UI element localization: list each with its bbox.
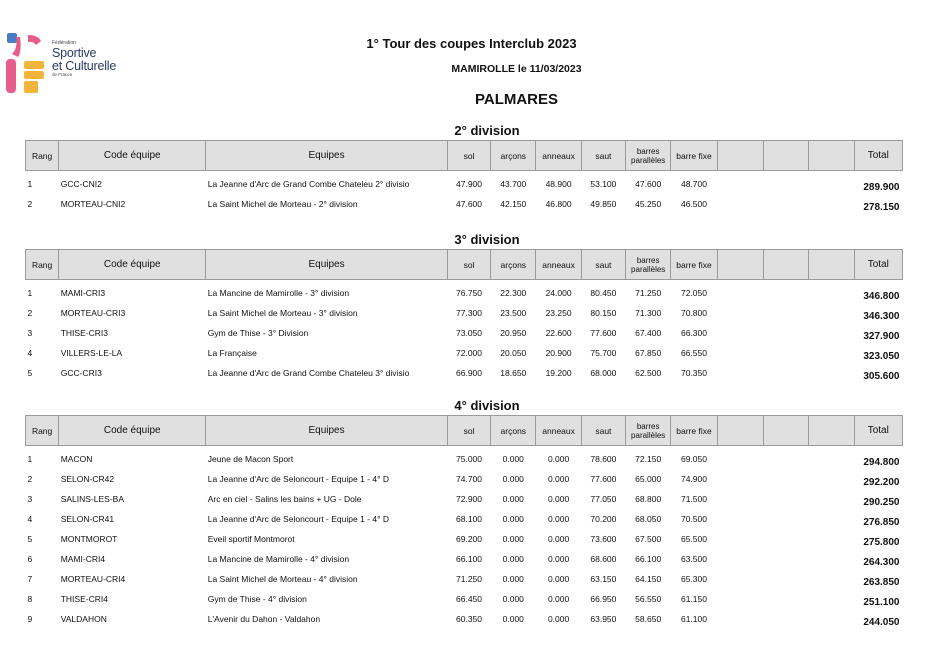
score-cell: 76.750 — [456, 288, 482, 298]
results-table — [25, 140, 903, 214]
column-header: saut — [581, 141, 625, 171]
score-cell: 80.450 — [590, 288, 617, 298]
team-name-cell: La Jeanne d'Arc de Grand Combe Chateleu 3° divisio — [207, 368, 410, 378]
place-date: MAMIROLLE le 11/03/2023 — [451, 63, 582, 75]
total-cell: 327.900 — [863, 331, 900, 342]
score-cell: 71.250 — [635, 288, 662, 298]
score-cell: 72.000 — [456, 348, 482, 358]
column-header — [809, 416, 854, 446]
score-cell: 68.800 — [635, 494, 662, 504]
score-cell: 46.500 — [680, 199, 707, 209]
column-header: sol — [447, 250, 490, 280]
logo-line-1: Fédération — [52, 40, 76, 46]
logo-line-4: de France — [52, 72, 73, 77]
total-cell: 305.600 — [863, 371, 900, 382]
empty-cell — [717, 323, 763, 343]
column-header — [763, 250, 808, 280]
score-cell: 72.150 — [635, 454, 662, 464]
team-code-cell: VALDAHON — [60, 614, 107, 624]
empty-cell — [763, 280, 808, 304]
column-header: saut — [581, 416, 625, 446]
team-name-cell: L'Avenir du Dahon - Valdahon — [207, 614, 321, 624]
empty-cell — [717, 589, 763, 609]
column-header: sol — [447, 416, 490, 446]
team-code-cell: MORTEAU-CRI4 — [60, 574, 126, 584]
score-cell: 0.000 — [502, 614, 524, 624]
score-cell: 0.000 — [502, 574, 524, 584]
score-cell: 20.050 — [500, 348, 527, 358]
team-code-cell: SALINS-LES-BA — [60, 494, 125, 504]
table-row — [26, 549, 903, 569]
table-row — [26, 303, 903, 323]
empty-cell — [763, 343, 808, 363]
column-header: Code équipe — [59, 416, 206, 446]
column-header: sol — [447, 141, 490, 171]
empty-cell — [717, 509, 763, 529]
score-cell: 70.350 — [680, 368, 707, 378]
table-row — [26, 280, 903, 304]
column-header: Rang — [26, 416, 59, 446]
team-code-cell: THISE-CRI4 — [60, 594, 108, 604]
team-name-cell: La Française — [207, 348, 257, 358]
empty-cell — [809, 446, 854, 470]
score-cell: 0.000 — [547, 614, 570, 624]
table-row — [26, 569, 903, 589]
total-cell: 346.800 — [863, 291, 900, 302]
column-header: Equipes — [206, 141, 448, 171]
score-cell: 20.950 — [500, 328, 527, 338]
table-row — [26, 489, 903, 509]
score-cell: 68.050 — [635, 514, 662, 524]
score-cell: 73.600 — [590, 534, 617, 544]
score-cell: 48.700 — [680, 179, 707, 189]
column-header: Total — [854, 141, 902, 171]
score-cell: 61.100 — [680, 614, 707, 624]
score-cell: 47.600 — [635, 179, 662, 189]
score-cell: 75.700 — [590, 348, 617, 358]
empty-cell — [717, 280, 763, 304]
empty-cell — [763, 609, 808, 629]
rank-cell: 1 — [27, 454, 33, 464]
column-header: arçons — [491, 141, 536, 171]
empty-cell — [809, 343, 854, 363]
score-cell: 63.150 — [590, 574, 617, 584]
logo-line-3: et Culturelle — [52, 58, 117, 73]
total-cell: 276.850 — [863, 517, 900, 528]
score-cell: 0.000 — [502, 554, 524, 564]
table-row — [26, 171, 903, 195]
table-row — [26, 446, 903, 470]
team-name-cell: La Saint Michel de Morteau - 3° division — [207, 308, 358, 318]
division-section — [25, 232, 903, 383]
empty-cell — [717, 489, 763, 509]
empty-cell — [809, 363, 854, 383]
rank-cell: 9 — [27, 614, 33, 624]
total-cell: 290.250 — [863, 497, 900, 508]
column-header: Code équipe — [59, 250, 206, 280]
total-cell: 275.800 — [863, 537, 900, 548]
total-cell: 323.050 — [863, 351, 900, 362]
column-header: Total — [854, 250, 902, 280]
team-code-cell: THISE-CRI3 — [60, 328, 108, 338]
column-header — [717, 250, 763, 280]
score-cell: 77.600 — [590, 474, 617, 484]
score-cell: 67.500 — [635, 534, 662, 544]
empty-cell — [809, 529, 854, 549]
score-cell: 72.050 — [680, 288, 707, 298]
total-cell: 278.150 — [863, 202, 900, 213]
team-code-cell: MAMI-CRI4 — [60, 554, 106, 564]
score-cell: 71.500 — [680, 494, 707, 504]
score-cell: 68.100 — [456, 514, 482, 524]
column-header: Rang — [26, 250, 59, 280]
score-cell: 18.650 — [500, 368, 527, 378]
score-cell: 0.000 — [547, 554, 570, 564]
score-cell: 66.100 — [456, 554, 482, 564]
score-cell: 0.000 — [502, 454, 524, 464]
score-cell: 0.000 — [502, 494, 524, 504]
rank-cell: 3 — [27, 328, 33, 338]
team-name-cell: La Jeanne d'Arc de Seloncourt - Equipe 1 - 4° D — [207, 514, 389, 524]
score-cell: 47.600 — [456, 199, 482, 209]
empty-cell — [717, 469, 763, 489]
column-header: Equipes — [206, 416, 448, 446]
rank-cell: 3 — [27, 494, 33, 504]
empty-cell — [809, 589, 854, 609]
score-cell: 77.050 — [590, 494, 617, 504]
team-code-cell: GCC-CNI2 — [60, 179, 102, 189]
column-header — [809, 141, 854, 171]
team-code-cell: GCC-CRI3 — [60, 368, 102, 378]
team-code-cell: SELON-CR42 — [60, 474, 115, 484]
score-cell: 53.100 — [590, 179, 617, 189]
score-cell: 71.300 — [635, 308, 662, 318]
division-section — [25, 398, 903, 629]
empty-cell — [717, 446, 763, 470]
team-code-cell: MORTEAU-CRI3 — [60, 308, 126, 318]
empty-cell — [763, 529, 808, 549]
score-cell: 56.550 — [635, 594, 662, 604]
score-cell: 70.200 — [590, 514, 617, 524]
empty-cell — [717, 529, 763, 549]
score-cell: 63.950 — [590, 614, 617, 624]
total-cell: 264.300 — [863, 557, 900, 568]
score-cell: 65.000 — [635, 474, 662, 484]
score-cell: 0.000 — [502, 594, 524, 604]
column-header — [763, 416, 808, 446]
table-header-row — [26, 416, 903, 446]
score-cell: 69.200 — [456, 534, 482, 544]
score-cell: 66.550 — [680, 348, 707, 358]
rank-cell: 2 — [27, 308, 33, 318]
empty-cell — [763, 303, 808, 323]
empty-cell — [717, 194, 763, 214]
team-code-cell: MONTMOROT — [60, 534, 118, 544]
score-cell: 80.150 — [590, 308, 617, 318]
empty-cell — [763, 323, 808, 343]
score-cell: 70.500 — [680, 514, 707, 524]
column-header: barres parallèles — [626, 250, 671, 280]
score-cell: 73.050 — [456, 328, 482, 338]
score-cell: 65.500 — [680, 534, 707, 544]
team-name-cell: La Saint Michel de Morteau - 2° division — [207, 199, 358, 209]
empty-cell — [763, 569, 808, 589]
team-name-cell: Jeune de Macon Sport — [207, 454, 294, 464]
rank-cell: 1 — [27, 179, 33, 189]
total-cell: 251.100 — [863, 597, 900, 608]
score-cell: 70.800 — [680, 308, 707, 318]
team-code-cell: MORTEAU-CNI2 — [60, 199, 126, 209]
total-cell: 292.200 — [863, 477, 900, 488]
score-cell: 48.900 — [545, 179, 572, 189]
score-cell: 0.000 — [547, 474, 570, 484]
rank-cell: 1 — [27, 288, 33, 298]
score-cell: 47.900 — [456, 179, 482, 189]
team-name-cell: Arc en ciel - Salins les bains + UG - Dole — [207, 494, 362, 504]
column-header: Rang — [26, 141, 59, 171]
column-header — [809, 250, 854, 280]
column-header: arçons — [491, 416, 536, 446]
score-cell: 19.200 — [545, 368, 572, 378]
team-name-cell: Eveil sportif Montmorot — [207, 534, 295, 544]
total-cell: 263.850 — [863, 577, 900, 588]
empty-cell — [809, 171, 854, 195]
table-row — [26, 469, 903, 489]
score-cell: 71.250 — [456, 574, 482, 584]
score-cell: 74.900 — [680, 474, 707, 484]
team-code-cell: MAMI-CRI3 — [60, 288, 106, 298]
empty-cell — [809, 194, 854, 214]
score-cell: 23.500 — [500, 308, 527, 318]
table-row — [26, 363, 903, 383]
column-header: anneaux — [536, 250, 581, 280]
empty-cell — [809, 323, 854, 343]
empty-cell — [809, 469, 854, 489]
empty-cell — [763, 363, 808, 383]
score-cell: 0.000 — [502, 534, 524, 544]
table-header-row — [26, 141, 903, 171]
empty-cell — [717, 343, 763, 363]
score-cell: 65.300 — [680, 574, 707, 584]
score-cell: 0.000 — [502, 474, 524, 484]
score-cell: 66.300 — [680, 328, 707, 338]
table-row — [26, 343, 903, 363]
team-name-cell: La Mancine de Mamirolle - 3° division — [207, 288, 350, 298]
column-header: barre fixe — [671, 141, 717, 171]
score-cell: 0.000 — [547, 494, 570, 504]
score-cell: 75.000 — [456, 454, 482, 464]
empty-cell — [763, 589, 808, 609]
score-cell: 64.150 — [635, 574, 662, 584]
column-header: barre fixe — [671, 416, 717, 446]
column-header: anneaux — [536, 141, 581, 171]
score-cell: 67.850 — [635, 348, 662, 358]
palmares-heading: PALMARES — [474, 91, 559, 108]
empty-cell — [809, 303, 854, 323]
team-name-cell: Gym de Thise - 3° Division — [207, 328, 309, 338]
column-header: Code équipe — [59, 141, 206, 171]
empty-cell — [763, 509, 808, 529]
division-section — [25, 123, 903, 214]
empty-cell — [809, 509, 854, 529]
score-cell: 0.000 — [547, 594, 570, 604]
column-header: anneaux — [536, 416, 581, 446]
score-cell: 62.500 — [635, 368, 662, 378]
team-name-cell: La Mancine de Mamirolle - 4° division — [207, 554, 350, 564]
total-cell: 346.300 — [863, 311, 900, 322]
score-cell: 24.000 — [545, 288, 572, 298]
score-cell: 42.150 — [500, 199, 527, 209]
score-cell: 43.700 — [500, 179, 527, 189]
rank-cell: 5 — [27, 534, 33, 544]
results-table — [25, 415, 903, 629]
division-title: 2° division — [454, 123, 520, 138]
empty-cell — [763, 446, 808, 470]
rank-cell: 5 — [27, 368, 33, 378]
table-row — [26, 609, 903, 629]
results-table — [25, 249, 903, 383]
score-cell: 66.100 — [635, 554, 662, 564]
column-header: Equipes — [206, 250, 448, 280]
column-header: barres parallèles — [626, 416, 671, 446]
team-code-cell: SELON-CR41 — [60, 514, 115, 524]
table-row — [26, 509, 903, 529]
page-title: 1° Tour des coupes Interclub 2023 — [366, 36, 577, 51]
score-cell: 61.150 — [680, 594, 707, 604]
division-title: 3° division — [454, 232, 520, 247]
team-name-cell: La Jeanne d'Arc de Grand Combe Chateleu 2° divisio — [207, 179, 410, 189]
rank-cell: 2 — [27, 474, 33, 484]
score-cell: 68.000 — [590, 368, 617, 378]
empty-cell — [763, 489, 808, 509]
rank-cell: 2 — [27, 199, 33, 209]
empty-cell — [809, 280, 854, 304]
team-name-cell: Gym de Thise - 4° division — [207, 594, 307, 604]
column-header: Total — [854, 416, 902, 446]
rank-cell: 8 — [27, 594, 33, 604]
rank-cell: 4 — [27, 348, 33, 358]
score-cell: 46.800 — [545, 199, 572, 209]
total-cell: 294.800 — [863, 457, 900, 468]
score-cell: 0.000 — [547, 534, 570, 544]
column-header: saut — [581, 250, 625, 280]
team-code-cell: MACON — [60, 454, 93, 464]
team-name-cell: La Saint Michel de Morteau - 4° division — [207, 574, 358, 584]
total-cell: 244.050 — [863, 617, 900, 628]
column-header: barre fixe — [671, 250, 717, 280]
logo-line-2: Sportive — [52, 46, 97, 60]
score-cell: 22.300 — [500, 288, 527, 298]
empty-cell — [717, 569, 763, 589]
rank-cell: 6 — [27, 554, 33, 564]
empty-cell — [763, 549, 808, 569]
score-cell: 20.900 — [545, 348, 572, 358]
score-cell: 69.050 — [680, 454, 707, 464]
empty-cell — [763, 171, 808, 195]
score-cell: 49.850 — [590, 199, 617, 209]
empty-cell — [809, 489, 854, 509]
score-cell: 0.000 — [547, 514, 570, 524]
team-code-cell: VILLERS-LE-LA — [60, 348, 123, 358]
score-cell: 58.650 — [635, 614, 662, 624]
table-row — [26, 589, 903, 609]
empty-cell — [717, 363, 763, 383]
empty-cell — [717, 609, 763, 629]
score-cell: 0.000 — [502, 514, 524, 524]
rank-cell: 7 — [27, 574, 33, 584]
table-row — [26, 194, 903, 214]
score-cell: 45.250 — [635, 199, 662, 209]
empty-cell — [763, 469, 808, 489]
empty-cell — [717, 303, 763, 323]
column-header — [763, 141, 808, 171]
score-cell: 66.950 — [590, 594, 617, 604]
column-header — [717, 141, 763, 171]
empty-cell — [717, 549, 763, 569]
rank-cell: 4 — [27, 514, 33, 524]
empty-cell — [763, 194, 808, 214]
score-cell: 60.350 — [456, 614, 482, 624]
column-header: arçons — [491, 250, 536, 280]
table-header-row — [26, 250, 903, 280]
division-title: 4° division — [454, 398, 520, 413]
score-cell: 0.000 — [547, 454, 570, 464]
team-name-cell: La Jeanne d'Arc de Seloncourt - Equipe 1 - 4° D — [207, 474, 389, 484]
column-header — [717, 416, 763, 446]
table-row — [26, 323, 903, 343]
score-cell: 23.250 — [545, 308, 572, 318]
empty-cell — [809, 609, 854, 629]
column-header: barres parallèles — [626, 141, 671, 171]
score-cell: 72.900 — [456, 494, 482, 504]
score-cell: 63.500 — [680, 554, 707, 564]
score-cell: 77.300 — [456, 308, 482, 318]
score-cell: 66.450 — [456, 594, 482, 604]
score-cell: 77.600 — [590, 328, 617, 338]
score-cell: 22.600 — [545, 328, 572, 338]
score-cell: 0.000 — [547, 574, 570, 584]
empty-cell — [809, 549, 854, 569]
empty-cell — [809, 569, 854, 589]
score-cell: 78.600 — [590, 454, 617, 464]
score-cell: 66.900 — [456, 368, 482, 378]
table-row — [26, 529, 903, 549]
score-cell: 67.400 — [635, 328, 662, 338]
score-cell: 74.700 — [456, 474, 482, 484]
score-cell: 68.600 — [590, 554, 617, 564]
total-cell: 289.900 — [863, 182, 900, 193]
empty-cell — [717, 171, 763, 195]
